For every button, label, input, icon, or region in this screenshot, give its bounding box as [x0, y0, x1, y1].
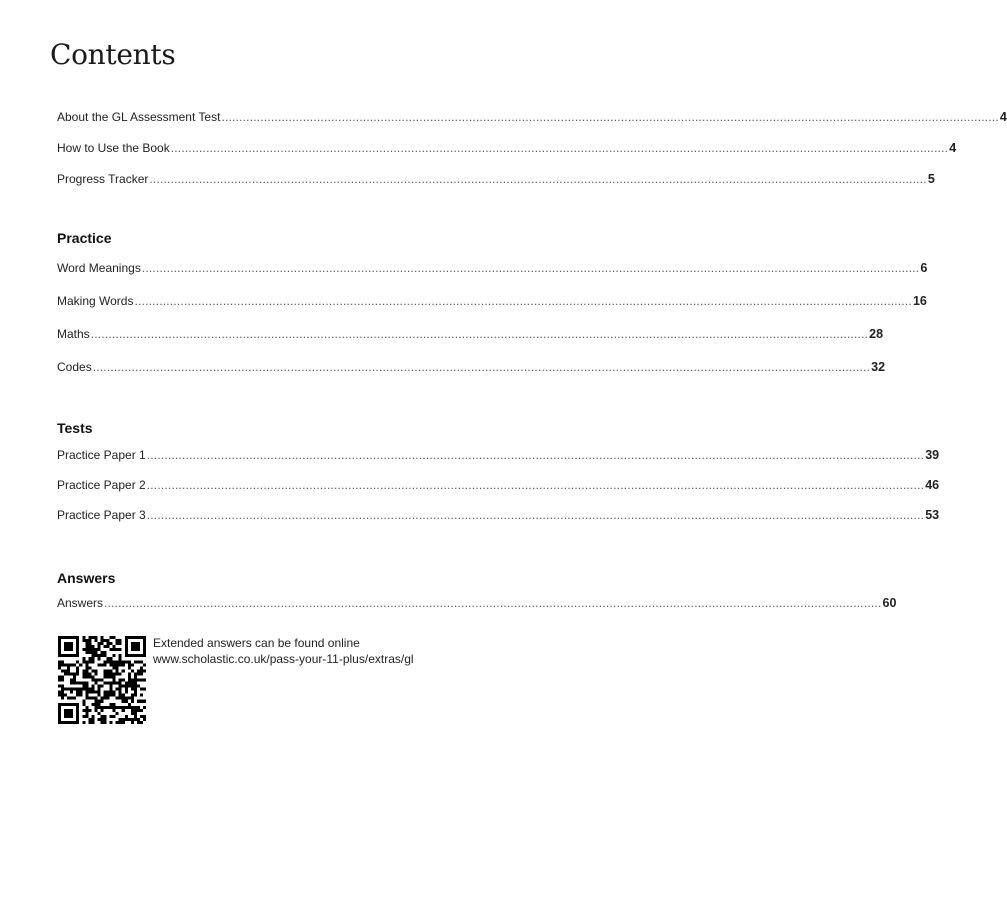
- toc-page-number: 32: [871, 360, 886, 374]
- toc-row-making-words[interactable]: [57, 294, 927, 314]
- section-heading-practice: Practice: [57, 230, 112, 246]
- toc-label: Maths: [57, 327, 90, 341]
- leader-dots: ............................................................................................................................................................................................................................: [149, 172, 927, 186]
- page-title: Contents: [50, 38, 176, 71]
- toc-page-number: 4: [999, 110, 1007, 124]
- toc-page-number: 39: [925, 448, 940, 462]
- toc-page-number: 6: [920, 261, 928, 275]
- toc-page-number: 60: [882, 596, 897, 610]
- leader-dots: ............................................................................................................................................................................................................................: [134, 294, 912, 308]
- toc-label: Codes: [57, 360, 92, 374]
- leader-dots: ............................................................................................................................................................................................................................: [146, 448, 925, 462]
- toc-page-number: 46: [925, 478, 940, 492]
- toc-row-practice-paper-2[interactable]: [57, 478, 940, 498]
- section-heading-answers: Answers: [57, 570, 116, 586]
- toc-page-number: 16: [912, 294, 927, 308]
- leader-dots: ............................................................................................................................................................................................................................: [146, 478, 925, 492]
- toc-label: Answers: [57, 596, 104, 610]
- extras-line-1: Extended answers can be found online: [153, 636, 360, 650]
- extras-note: [153, 635, 414, 667]
- toc-label: Practice Paper 2: [57, 478, 146, 492]
- toc-row-codes[interactable]: [57, 360, 886, 380]
- toc-row-about[interactable]: [57, 110, 1007, 130]
- leader-dots: ............................................................................................................................................................................................................................: [221, 110, 999, 124]
- toc-row-maths[interactable]: [57, 327, 884, 347]
- toc-row-answers[interactable]: [57, 596, 897, 616]
- toc-page-number: 4: [949, 141, 957, 155]
- leader-dots: ............................................................................................................................................................................................................................: [92, 360, 871, 374]
- toc-page-number: 28: [869, 327, 884, 341]
- toc-row-practice-paper-1[interactable]: [57, 448, 940, 468]
- toc-label: Practice Paper 1: [57, 448, 146, 462]
- toc-row-how-to-use[interactable]: [57, 141, 957, 161]
- toc-label: Word Meanings: [57, 261, 141, 275]
- leader-dots: ............................................................................................................................................................................................................................: [141, 261, 920, 275]
- toc-label: Making Words: [57, 294, 134, 308]
- toc-row-word-meanings[interactable]: [57, 261, 928, 281]
- section-heading-tests: Tests: [57, 420, 93, 436]
- toc-page-number: 53: [925, 508, 940, 522]
- toc-label: Progress Tracker: [57, 172, 149, 186]
- leader-dots: ............................................................................................................................................................................................................................: [170, 141, 949, 155]
- toc-row-practice-paper-3[interactable]: [57, 508, 940, 528]
- toc-row-progress-tracker[interactable]: [57, 172, 935, 192]
- toc-page-number: 5: [927, 172, 935, 186]
- leader-dots: ............................................................................................................................................................................................................................: [90, 327, 869, 341]
- leader-dots: ............................................................................................................................................................................................................................: [146, 508, 925, 522]
- leader-dots: ............................................................................................................................................................................................................................: [104, 596, 882, 610]
- toc-label: How to Use the Book: [57, 141, 170, 155]
- extras-url[interactable]: www.scholastic.co.uk/pass-your-11-plus/extras/gl: [153, 652, 414, 666]
- toc-label: About the GL Assessment Test: [57, 110, 221, 124]
- toc-label: Practice Paper 3: [57, 508, 146, 522]
- qr-code-icon[interactable]: [58, 636, 146, 724]
